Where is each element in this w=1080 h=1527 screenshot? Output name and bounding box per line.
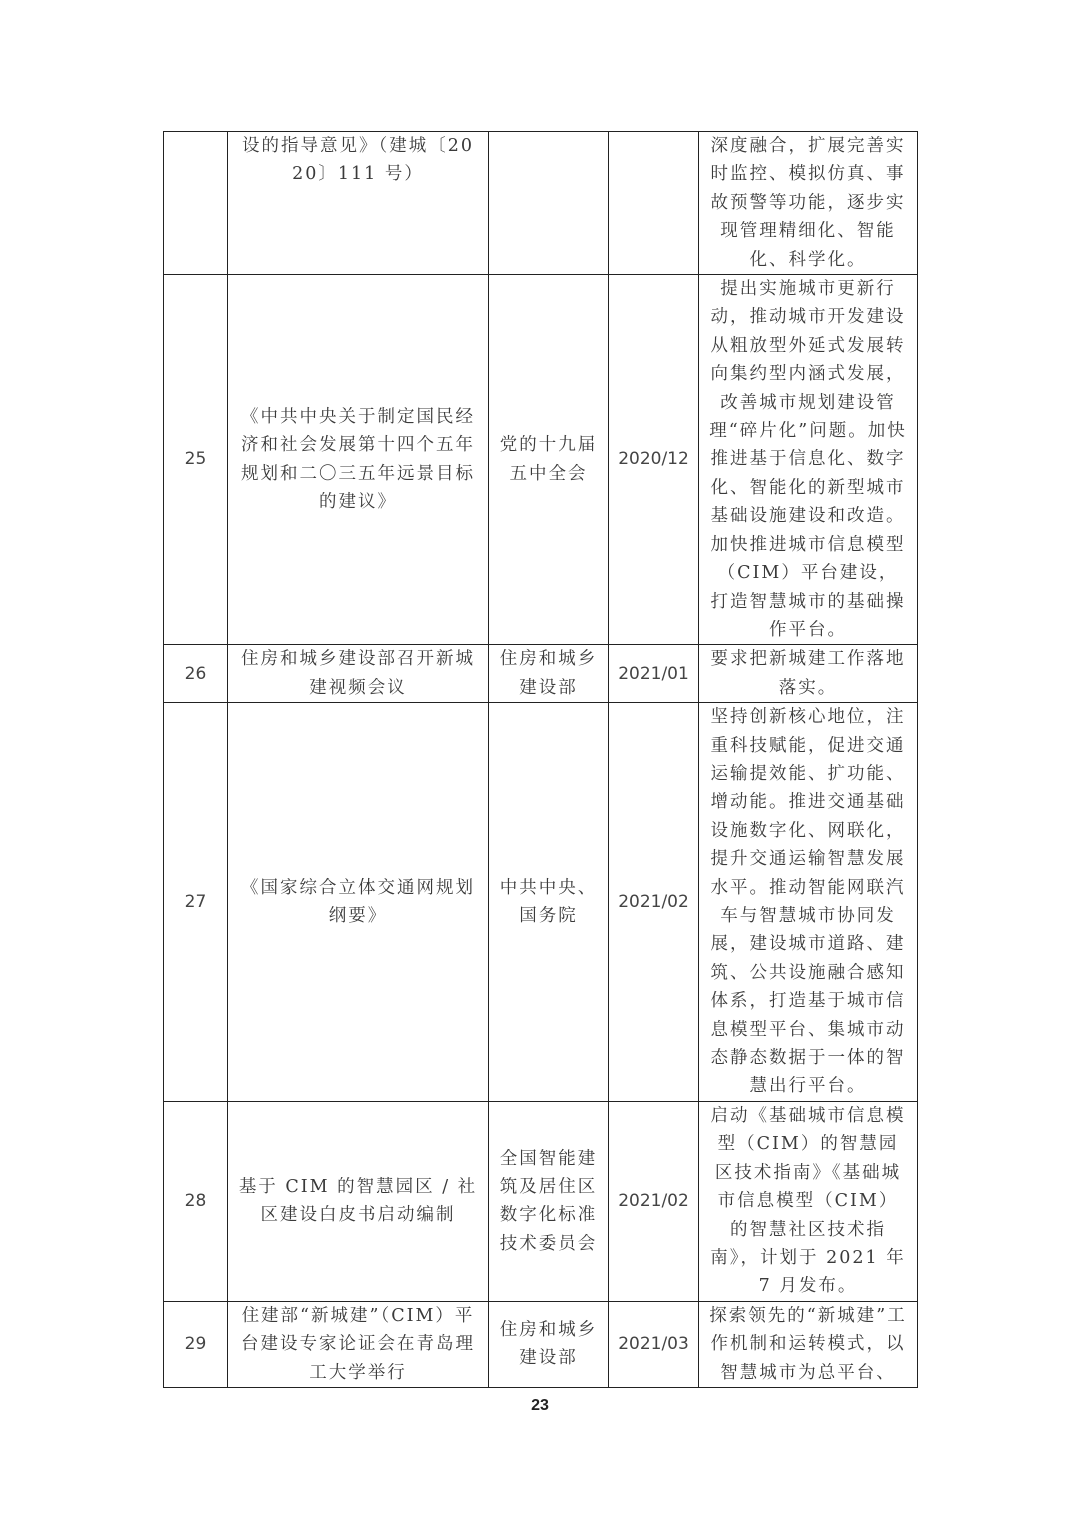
table-row [164, 1101, 918, 1301]
policy-title: 设的指导意见》（建城〔2020〕111 号） [228, 132, 489, 275]
policy-content: 坚持创新核心地位，注重科技赋能，促进交通运输提效能、扩功能、增动能。推进交通基础设施数字化、网联化，提升交通运输智慧发展水平。推动智能网联汽车与智慧城市协同发展，建设城市道路、建筑、公共设施融合感知体系，打造基于城市信息模型平台、集城市动态静态数据于一体的智慧出行平台。 [699, 703, 918, 1102]
date: 2021/02 [609, 703, 699, 1102]
policy-content: 要求把新城建工作落地落实。 [699, 645, 918, 703]
issuer: 中共中央、国务院 [489, 703, 609, 1102]
policy-timeline-table [163, 131, 918, 1388]
issuer: 住房和城乡建设部 [489, 645, 609, 703]
policy-content: 探索领先的“新城建”工作机制和运转模式，以智慧城市为总平台、 [699, 1301, 918, 1387]
row-number: 25 [164, 275, 228, 645]
issuer: 住房和城乡建设部 [489, 1301, 609, 1387]
policy-content: 提出实施城市更新行动，推动城市开发建设从粗放型外延式发展转向集约型内涵式发展，改善城市规划建设管理“碎片化”问题。加快推进基于信息化、数字化、智能化的新型城市基础设施建设和改造。加快推进城市信息模型（CIM）平台建设，打造智慧城市的基础操作平台。 [699, 275, 918, 645]
date: 2021/02 [609, 1101, 699, 1301]
issuer [489, 132, 609, 275]
row-number: 29 [164, 1301, 228, 1387]
policy-title: 住房和城乡建设部召开新城建视频会议 [228, 645, 489, 703]
table-row [164, 132, 918, 275]
date [609, 132, 699, 275]
table-row [164, 645, 918, 703]
table-row [164, 1301, 918, 1387]
policy-title: 《国家综合立体交通网规划纲要》 [228, 703, 489, 1102]
date: 2020/12 [609, 275, 699, 645]
row-number: 26 [164, 645, 228, 703]
date: 2021/03 [609, 1301, 699, 1387]
page-number: 23 [531, 1397, 549, 1414]
issuer: 党的十九届五中全会 [489, 275, 609, 645]
issuer: 全国智能建筑及居住区数字化标准技术委员会 [489, 1101, 609, 1301]
policy-content: 启动《基础城市信息模型（CIM）的智慧园区技术指南》《基础城市信息模型（CIM）的智慧社区技术指南》，计划于 2021 年 7 月发布。 [699, 1101, 918, 1301]
row-number: 27 [164, 703, 228, 1102]
table-row [164, 275, 918, 645]
policy-title: 基于 CIM 的智慧园区 / 社区建设白皮书启动编制 [228, 1101, 489, 1301]
policy-content: 深度融合，扩展完善实时监控、模拟仿真、事故预警等功能，逐步实现管理精细化、智能化、科学化。 [699, 132, 918, 275]
row-number: 28 [164, 1101, 228, 1301]
row-number [164, 132, 228, 275]
date: 2021/01 [609, 645, 699, 703]
policy-title: 住建部“新城建”（CIM）平台建设专家论证会在青岛理工大学举行 [228, 1301, 489, 1387]
table-row [164, 703, 918, 1102]
policy-title: 《中共中央关于制定国民经济和社会发展第十四个五年规划和二〇三五年远景目标的建议》 [228, 275, 489, 645]
